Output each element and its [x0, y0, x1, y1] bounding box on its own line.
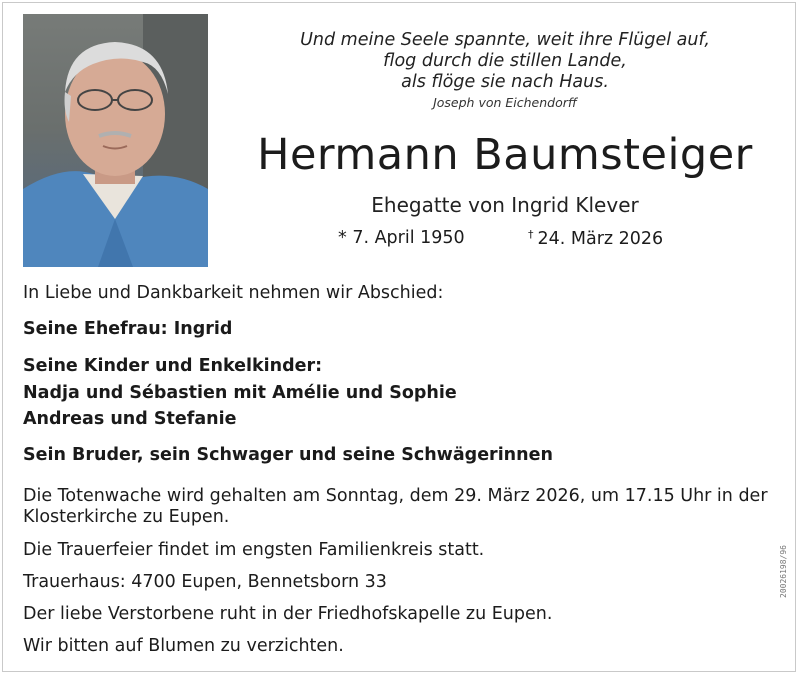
wife-line: Seine Ehefrau: Ingrid [23, 319, 233, 339]
death-date: 24. März 2026 [537, 229, 664, 249]
siblings-line: Sein Bruder, sein Schwager und seine Schwägerinnen [23, 445, 553, 465]
portrait-photo [23, 14, 208, 267]
deceased-name: Hermann Baumsteiger [257, 130, 753, 180]
cross-icon: † [528, 228, 534, 241]
mourning-house-line: Trauerhaus: 4700 Eupen, Bennetsborn 33 [23, 572, 387, 592]
poem-author: Joseph von Eichendorff [433, 95, 577, 110]
portrait-illustration [23, 14, 208, 267]
death-date-group [528, 228, 663, 249]
children-line: Andreas und Stefanie [23, 409, 237, 429]
reference-code: 20026198/96 [779, 545, 788, 598]
children-line: Nadja und Sébastien mit Amélie und Sophie [23, 383, 457, 403]
rest-line: Der liebe Verstorbene ruht in der Friedhofskapelle zu Eupen. [23, 604, 553, 624]
wake-line: Klosterkirche zu Eupen. [23, 507, 230, 527]
poem-line: flog durch die stillen Lande, [383, 51, 627, 71]
poem [250, 30, 760, 93]
poem-line: Und meine Seele spannte, weit ihre Flügel auf, [300, 30, 710, 50]
poem-line: als flöge sie nach Haus. [401, 72, 609, 92]
children-heading: Seine Kinder und Enkelkinder: [23, 356, 323, 376]
wake-line: Die Totenwache wird gehalten am Sonntag, dem 29. März 2026, um 17.15 Uhr in der [23, 486, 768, 506]
flowers-line: Wir bitten auf Blumen zu verzichten. [23, 636, 344, 656]
spouse-line: Ehegatte von Ingrid Klever [371, 193, 639, 217]
birth-date: * 7. April 1950 [338, 228, 465, 248]
funeral-line: Die Trauerfeier findet im engsten Familienkreis statt. [23, 540, 485, 560]
intro-text: In Liebe und Dankbarkeit nehmen wir Abschied: [23, 283, 444, 303]
